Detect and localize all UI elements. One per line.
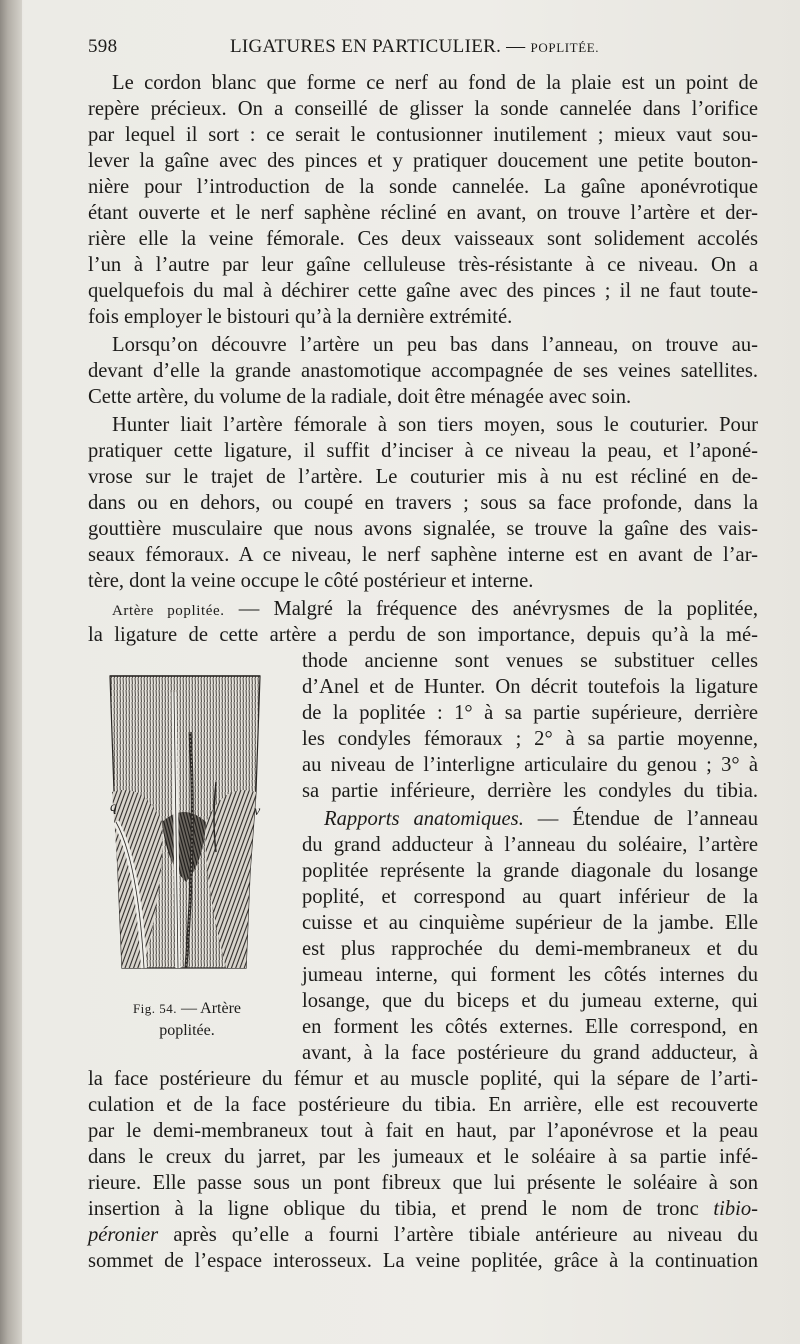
text-line: jumeau interne, qui forment les côtés internes du [302, 964, 758, 986]
text-line: cuisse et au cinquième supérieur de la jambe. Elle [302, 912, 758, 934]
italic-term: péronier [88, 1224, 159, 1246]
page-number: 598 [88, 36, 118, 57]
text-line: rieure. Elle passe sous un pont fibreux que lui présente le soléaire à son [88, 1172, 758, 1194]
text-fragment: après qu’elle a fourni l’artère tibiale antérieure au niveau du [158, 1224, 758, 1246]
text-line: dans le creux du jarret, par les jumeaux et le soléaire à sa partie infé- [88, 1146, 758, 1168]
text-line: au niveau de l’interligne articulaire du genou ; 3° à [302, 754, 758, 776]
text-line: poplitée représente la grande diagonale du losange [302, 860, 758, 882]
text-line: devant d’elle la grande anastomotique accompagnée de ses veines satellites. [88, 360, 758, 382]
book-spine-shadow [0, 0, 22, 1344]
text-line: est plus rapprochée du demi-membraneux et du [302, 938, 758, 960]
caption-line [110, 998, 264, 1020]
text-line: fois employer le bistouri qu’à la dernière extrémité. [88, 306, 513, 328]
text-line: en forment les côtés externes. Elle correspond, en [302, 1016, 758, 1038]
text-line: dans ou en dehors, ou coupé en travers ; sous sa face profonde, dans la [88, 492, 758, 514]
text-line: l’un à l’autre par leur gaîne celluleuse très-résistante à ce niveau. On a [88, 254, 758, 276]
running-title-sub: POPLITÉE. [530, 40, 600, 55]
text-line: tère, dont la veine occupe le côté postérieur et interne. [88, 570, 534, 592]
text-line: losange, que du biceps et du jumeau externe, qui [302, 990, 758, 1012]
text-line: d’Anel et de Hunter. On décrit toutefois la ligature [302, 676, 758, 698]
text-line [88, 596, 758, 622]
text-line: vrose sur le trajet de l’artère. Le couturier mis à nu est récliné en de- [88, 466, 758, 488]
running-header [88, 34, 758, 62]
text-fragment: insertion à la ligne oblique du tibia, et prend le nom de tronc [88, 1198, 714, 1220]
text-fragment: — Malgré la fréquence des anévrysmes de la poplitée, [224, 598, 758, 620]
text-line [88, 1196, 758, 1222]
caption-fig-number: Fig. 54. [132, 1001, 178, 1016]
text-line: la ligature de cette artère a perdu de son importance, depuis qu’à la mé- [88, 624, 758, 646]
text-line: Hunter liait l’artère fémorale à son tiers moyen, sous le couturier. Pour [112, 414, 758, 436]
text-line: culation et de la face postérieure du tibia. En arrière, elle est recouverte [88, 1094, 758, 1116]
text-line: Le cordon blanc que forme ce nerf au fond de la plaie est un point de [112, 72, 758, 94]
text-line [88, 1222, 758, 1248]
text-line: la face postérieure du fémur et au muscle poplité, qui la sépare de l’arti- [88, 1068, 758, 1090]
text-line: Cette artère, du volume de la radiale, doit être ménagée avec soin. [88, 386, 632, 408]
text-line: poplité, et correspond au quart inférieur de la [302, 886, 758, 908]
text-line: du grand adducteur à l’anneau du soléaire, l’artère [302, 834, 758, 856]
text-line: quelquefois du mal à déchirer cette gaîne avec des pinces ; il ne faut toute- [88, 280, 758, 302]
figure-54-illustration [104, 672, 264, 978]
text-line: par le demi-membraneux tout à fait en haut, par l’aponévrose et la peau [88, 1120, 758, 1142]
text-line: sa partie inférieure, derrière les condyles du tibia. [302, 780, 758, 802]
text-line: gouttière musculaire que nous avons signalée, se trouve la gaîne des vais- [88, 518, 758, 540]
italic-term: tibio- [713, 1198, 758, 1220]
section-heading-poplitee: Artère poplitée. [112, 603, 225, 619]
subheading-rapports: Rapports anatomiques. [324, 808, 524, 830]
text-line: repère précieux. On a conseillé de glisser la sonde cannelée dans l’orifice [88, 98, 758, 120]
text-line: par lequel il sort : ce serait le contusionner inutilement ; mieux vaut sou- [88, 124, 758, 146]
text-line [302, 806, 758, 832]
text-line: rière elle la veine fémorale. Ces deux vaisseaux sont solidement accolés [88, 228, 758, 250]
figure-caption [110, 998, 264, 1042]
text-line: les condyles fémoraux ; 2° à sa partie moyenne, [302, 728, 758, 750]
text-line: nière pour l’introduction de la sonde cannelée. La gaîne aponévrotique [88, 176, 758, 198]
text-line: avant, à la face postérieure du grand adducteur, à [302, 1042, 758, 1064]
text-fragment: — Étendue de l’anneau [523, 808, 758, 830]
text-line: de la poplitée : 1° à sa partie supérieure, derrière [302, 702, 758, 724]
text-line: Lorsqu’on découvre l’artère un peu bas dans l’anneau, on trouve au- [112, 334, 758, 356]
text-line: lever la gaîne avec des pinces et y pratiquer doucement une petite bouton- [88, 150, 758, 172]
text-line: étant ouverte et le nerf saphène récliné en avant, on trouve l’artère et der- [88, 202, 758, 224]
popliteal-engraving [104, 672, 264, 978]
text-line: seaux fémoraux. A ce niveau, le nerf saphène interne est en avant de l’ar- [88, 544, 758, 566]
figure-label-v: v [254, 804, 261, 819]
running-title [230, 36, 599, 58]
running-title-main: LIGATURES EN PARTICULIER. — [230, 36, 526, 57]
text-line: thode ancienne sont venues se substituer celles [302, 650, 758, 672]
text-line: pratiquer cette ligature, il suffit d’inciser à ce niveau la peau, et l’aponé- [88, 440, 758, 462]
caption-line: poplitée. [159, 1022, 215, 1039]
figure-label-q: q [110, 800, 117, 815]
caption-text: — Artère [177, 1000, 242, 1017]
text-line: sommet de l’espace interosseux. La veine poplitée, grâce à la continuation [88, 1250, 758, 1272]
